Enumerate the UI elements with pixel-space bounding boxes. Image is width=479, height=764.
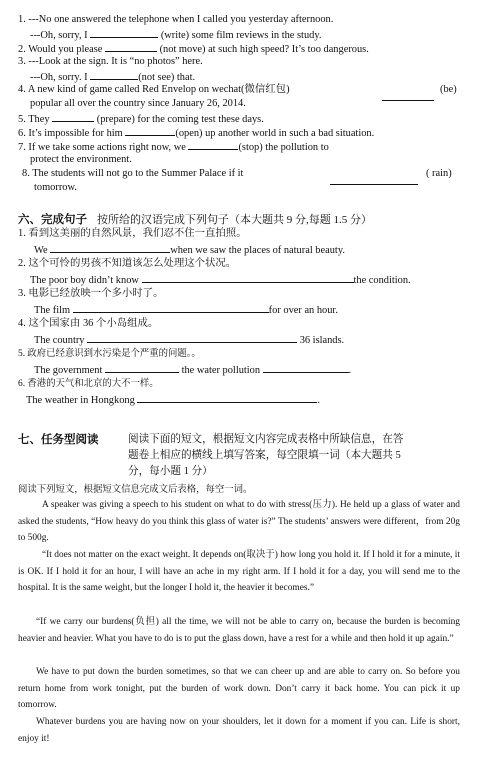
passage-paragraph-4: We have to put down the burden sometimes, so that we can cheer up and are able to carry on. So before you return home from work tonight, put the burden of work down. Don’t carry it back home. You can pick it up tomorrow.: [18, 667, 460, 710]
answer-blank[interactable]: [50, 243, 170, 253]
section-7-title: 七、任务型阅读: [18, 432, 99, 446]
answer-blank[interactable]: [382, 91, 434, 101]
passage-paragraph-1: A speaker was giving a speech to his student on what to do with stress(压力). He held up a glass of water and asked the students, “How heavy do you think this glass of water is?” The students’ answers were different，from 20g to 500g.: [18, 500, 460, 543]
section-6-title: 六、完成句子: [18, 212, 87, 226]
section-7-instruction-line-3: 分，每小题 1 分）: [128, 466, 213, 477]
question-3-prompt: 3. ---Look at the sign. It is “no photos” here.: [18, 56, 203, 67]
section-7-sub-instruction: 阅读下列短文，根据短文信息完成文后表格，每空一词。: [18, 485, 253, 495]
passage-paragraph-5: Whatever burdens you are having now on your shoulders, let it down for a moment if you can. Life is short, enjoy it!: [18, 717, 460, 744]
sentence-3-english: The film for over an hour.: [34, 305, 338, 316]
question-8-verb-hint: ( rain): [426, 168, 452, 179]
sentence-6-chinese: 6. 香港的天气和北京的大不一样。: [18, 379, 159, 389]
answer-blank[interactable]: [330, 175, 418, 185]
sentence-4-english: The country 36 islands.: [34, 335, 345, 346]
answer-blank[interactable]: [263, 363, 349, 373]
section-7-instruction-line-2: 题卷上相应的横线上填写答案，每空限填一词（本大题共 5: [128, 450, 401, 461]
question-1-answer-line: ---Oh, sorry, I (write) some film reviews in the study.: [30, 30, 322, 41]
section-6-header: [18, 212, 372, 227]
question-8-continued: tomorrow.: [34, 182, 77, 193]
answer-blank[interactable]: [73, 303, 269, 313]
sentence-4-chinese: 4. 这个国家由 36 个小岛组成。: [18, 318, 159, 329]
answer-blank[interactable]: [137, 393, 317, 403]
question-7-continued: protect the environment.: [30, 154, 132, 165]
sentence-2-chinese: 2. 这个可怜的男孩不知道该怎么处理这个状况。: [18, 258, 237, 269]
sentence-1-chinese: 1. 看到这美丽的自然风景，我们忍不住一直拍照。: [18, 228, 247, 239]
sentence-2-english: The poor boy didn’t know the condition.: [30, 275, 411, 286]
passage-paragraph-3: “If we carry our burdens(负担) all the time, we will not be able to carry on, because the burden is becoming heavier and heavier. What you have to do is to put the glass down, have a rest for a while and then hold it up again.”: [18, 617, 460, 644]
question-3-answer-line: ---Oh, sorry. I (not see) that.: [30, 72, 196, 83]
question-8: 8. The students will not go to the Summer Palace if it: [22, 168, 244, 179]
sentence-3-chinese: 3. 电影已经放映一个多小时了。: [18, 288, 164, 299]
answer-blank[interactable]: [105, 42, 157, 52]
question-6: 6. It’s impossible for him (open) up another world in such a bad situation.: [18, 128, 375, 139]
question-2: 2. Would you please (not move) at such high speed? It’s too dangerous.: [18, 44, 369, 55]
question-7: 7. If we take some actions right now, we (stop) the pollution to: [18, 142, 329, 153]
sentence-5-chinese: 5. 政府已经意识到水污染是个严重的问题。。: [18, 349, 201, 359]
sentence-1-english: We when we saw the places of natural beauty.: [34, 245, 345, 256]
question-4-verb-hint: (be): [440, 84, 457, 95]
answer-blank[interactable]: [105, 363, 179, 373]
sentence-6-english: The weather in Hongkong .: [26, 395, 320, 406]
answer-blank[interactable]: [90, 70, 138, 80]
section-7-instruction-line-1: 阅读下面的短文，根据短文内容完成表格中所缺信息，在答: [128, 434, 404, 445]
question-5: 5. They (prepare) for the coming test these days.: [18, 114, 264, 125]
answer-blank[interactable]: [142, 273, 354, 283]
answer-blank[interactable]: [188, 140, 238, 150]
answer-blank[interactable]: [125, 126, 175, 136]
question-1-prompt: 1. ---No one answered the telephone when I called you yesterday afternoon.: [18, 14, 334, 25]
question-4: 4. A new kind of game called Red Envelop on wechat(微信红包): [18, 84, 290, 95]
answer-blank[interactable]: [52, 112, 94, 122]
passage-paragraph-2: “It does not matter on the exact weight. It depends on(取决于) how long you hold it. If I hold it for a minute, it is OK. If I hold it for an hour, I will have an ache in my right arm. If I hold it for a day, you will send me to the hospital. It is the same weight, but the longer I hold it, the heavier it becomes.”: [18, 550, 460, 593]
sentence-5-english: The government the water pollution .: [34, 365, 352, 376]
answer-blank[interactable]: [90, 28, 158, 38]
section-6-instruction: 按所给的汉语完成下列句子（本大题共 9 分,每题 1.5 分）: [97, 214, 372, 226]
answer-blank[interactable]: [87, 333, 297, 343]
question-4-continued: popular all over the country since January 26, 2014.: [30, 98, 246, 109]
